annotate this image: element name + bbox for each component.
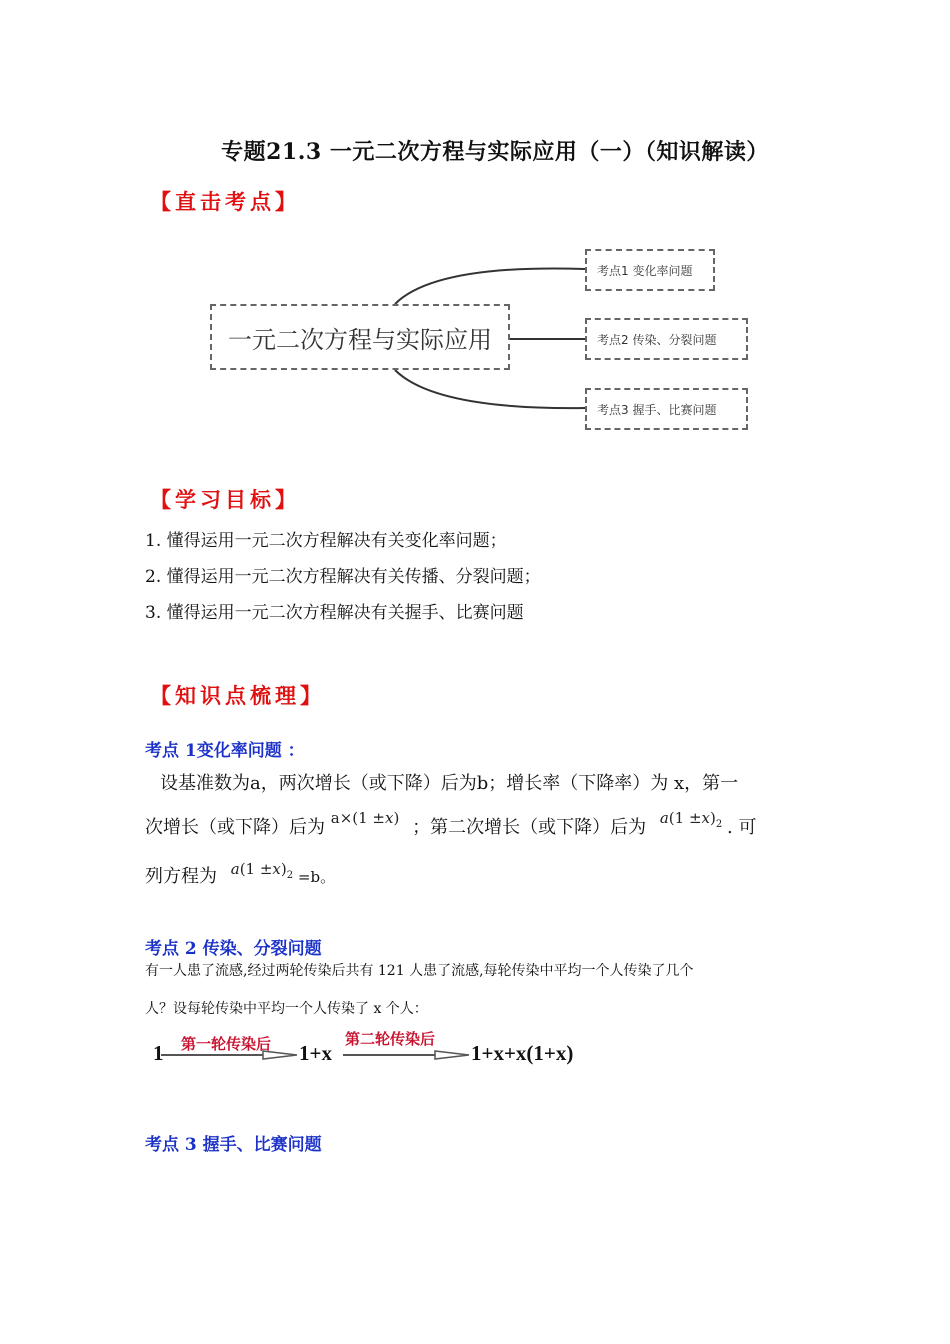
transmission-chain-diagram bbox=[145, 1025, 595, 1085]
formula-first-change: a×(1 ±x) bbox=[330, 809, 400, 827]
chain-start: 1 bbox=[153, 1041, 164, 1065]
kd1-line-3-text-a: 列方程为 bbox=[145, 866, 217, 887]
page-title: 专题21.3 一元二次方程与实际应用（一）（知识解读） bbox=[221, 139, 769, 165]
kd2-paragraph-line-1: 有一人患了流感,经过两轮传染后共有 121 人患了流感,每轮传染中平均一个人传染了几个 bbox=[145, 963, 694, 979]
section-heading-points: 【直击考点】 bbox=[150, 189, 300, 214]
chain-label-round-1: 第一轮传染后 bbox=[181, 1035, 272, 1053]
chain-label-round-2: 第二轮传染后 bbox=[345, 1030, 436, 1048]
goal-item-3: 3. 懂得运用一元二次方程解决有关握手、比赛问题 bbox=[145, 603, 524, 623]
formula-second-change: a(1 ±x)2 bbox=[659, 809, 723, 830]
kd1-line-2 bbox=[145, 809, 757, 848]
kd1-line-3-text-b: =b。 bbox=[297, 868, 336, 886]
kd1-line-2-text-a: 次增长（或下降）后为 bbox=[145, 817, 325, 838]
mindmap-figure bbox=[205, 224, 775, 454]
kd1-line-2-text-b: ；第二次增长（或下降）后为 bbox=[412, 817, 647, 838]
kd3-heading: 考点 3 握手、比赛问题 bbox=[145, 1135, 322, 1155]
chain-mid: 1+x bbox=[299, 1041, 332, 1065]
kd1-line-3 bbox=[145, 860, 336, 897]
kd2-paragraph-line-2: 人？设每轮传染中平均一个人传染了 x 个人： bbox=[145, 1001, 428, 1017]
section-heading-knowledge: 【知识点梳理】 bbox=[150, 683, 325, 708]
kd2-heading: 考点 2 传染、分裂问题 bbox=[145, 939, 322, 959]
mindmap-branch-2: 考点2 传染、分裂问题 bbox=[585, 318, 748, 360]
section-heading-goals: 【学习目标】 bbox=[150, 487, 300, 512]
kd1-line-1: 设基准数为a，两次增长（或下降）后为b；增长率（下降率）为 x，第一 bbox=[160, 773, 739, 794]
goal-item-1: 1. 懂得运用一元二次方程解决有关变化率问题； bbox=[145, 531, 507, 551]
mindmap-center: 一元二次方程与实际应用 bbox=[210, 304, 510, 370]
mindmap-branch-3: 考点3 握手、比赛问题 bbox=[585, 388, 748, 430]
mindmap-branch-1: 考点1 变化率问题 bbox=[585, 249, 715, 291]
chain-end: 1+x+x(1+x) bbox=[471, 1041, 574, 1065]
kd1-heading: 考点 1变化率问题 ： bbox=[145, 741, 305, 761]
kd1-line-2-text-c: . 可 bbox=[727, 817, 757, 838]
goal-item-2: 2. 懂得运用一元二次方程解决有关传播、分裂问题； bbox=[145, 567, 541, 587]
formula-equation: a(1 ±x)2 bbox=[230, 860, 294, 881]
